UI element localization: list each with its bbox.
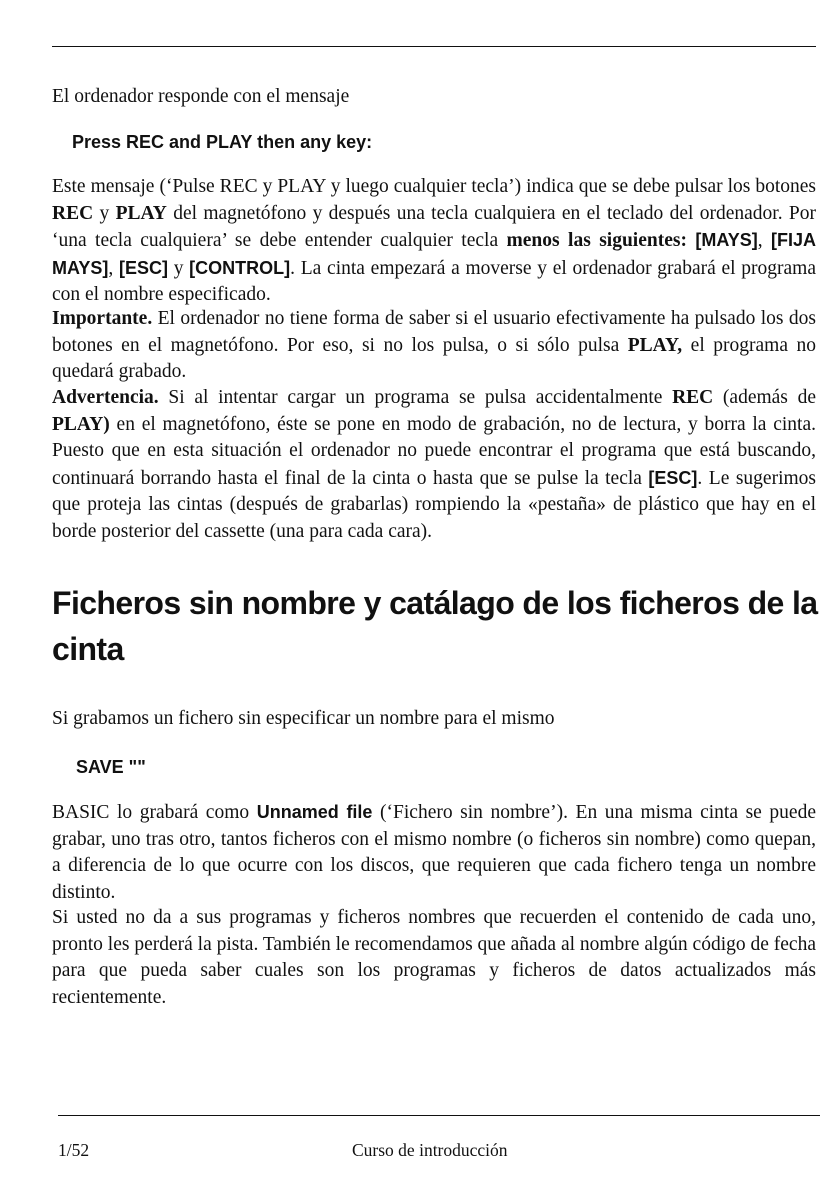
paragraph-unnamed-file: BASIC lo grabará como Unnamed file (‘Fichero sin nombre’). En una misma cinta se puede grabar, uno tras otro, tantos ficheros con el mismo nombre (o ficheros sin nombre) como quepan, a diferencia de lo que ocurre con los discos, que requieren que cada fichero tenga un nombre distinto. <box>52 802 816 903</box>
footer-title: Curso de introducción <box>352 1140 508 1160</box>
intro-text: El ordenador responde con el mensaje <box>52 86 350 107</box>
page-number: 1/52 <box>58 1140 90 1160</box>
paragraph-recommendation: Si usted no da a sus programas y ficheros nombres que recuerden el contenido de cada uno, pronto les perderá la pista. También le recomendamos que añada al nombre algún código de fecha para que pueda saber cuales son los programas y ficheros de datos actualizados más recientemente. <box>52 907 816 1008</box>
intro-unnamed: Si grabamos un fichero sin especificar un nombre para el mismo <box>52 708 555 729</box>
footer-rule <box>58 1115 820 1116</box>
paragraph-importante: Importante. El ordenador no tiene forma de saber si el usuario efectivamente ha pulsado los dos botones en el magnetófono. Por eso, si no los pulsa, o si sólo pulsa PLAY, el programa no quedará grabado. <box>52 308 816 383</box>
paragraph-rec-play: Este mensaje (‘Pulse REC y PLAY y luego cualquier tecla’) indica que se debe pulsar los botones REC y PLAY del magnetófono y después una tecla cualquiera en el teclado del ordenador. Por ‘una tecla cualquiera’ se debe entender cualquier tecla menos las siguientes: [MAYS], [FIJA MAYS], [ESC] y [CONTROL]. La cinta empezará a moverse y el ordenador grabará el programa con el nombre especificado. <box>52 176 817 306</box>
prompt-message: Press REC and PLAY then any key: <box>72 132 373 152</box>
paragraph-advertencia: Advertencia. Si al intentar cargar un programa se pulsa accidentalmente REC (además de PLAY) en el magnetófono, éste se pone en modo de grabación, no de lectura, y borra la cinta. Puesto que en esta situación el ordenador no puede encontrar el programa que está buscando, continuará borrando hasta el final de la cinta o hasta que se pulse la tecla [ESC]. Le sugerimos que proteja las cintas (después de grabarlas) rompiendo la «pestaña» de plástico que hay en el borde posterior del cassette (una para cada cara). <box>52 387 816 542</box>
header-rule <box>52 46 816 47</box>
code-save: SAVE "" <box>76 757 146 777</box>
section-heading: Ficheros sin nombre y catálago de los ficheros de la cinta <box>52 585 818 667</box>
